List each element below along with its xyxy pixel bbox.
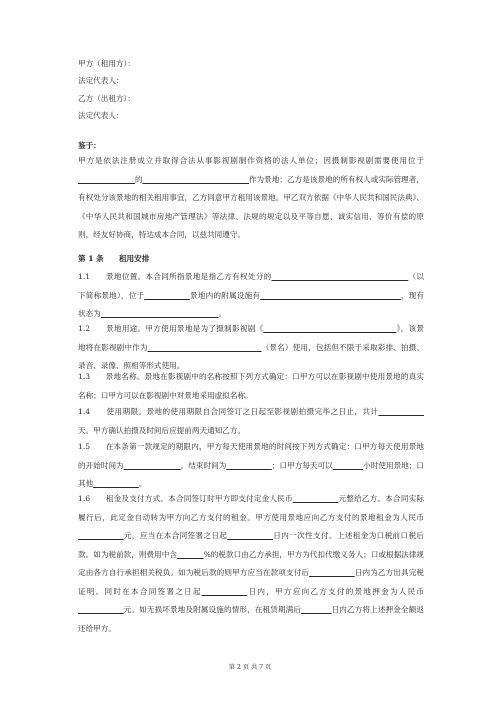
- preamble-heading: 鉴于：: [78, 141, 101, 150]
- clause-1-5: 1.5 在本条第一款规定的期限内，甲方每天使用景地的时间按下列方式确定：口甲方每天使用景地的开始时间为_______________，结束时间为____________；口甲方每天可以________小时使用景地；口其他____________。: [78, 442, 425, 488]
- blank-field: ____________: [201, 586, 248, 596]
- blank-field: ____________: [378, 407, 424, 416]
- preamble-paragraph: 甲方是依法注册成立并取得合法从事影视剧制作资格的法人单位；因摄制影视剧需要使用位于_______________的____________________________作为景地；乙方是该景地的所有权人或实际管理者，有权处分该景地的相关租用事宜，乙方同意甲方租用该景地。甲乙双方依据《中华人民共和国民法典》、《中华人民共和国城市房地产管理法》等法律、法规的规定以及平等自愿、诚实信用、等价有偿的原则，经友好协商，特达成本合同，以兹共同遵守。: [78, 156, 425, 239]
- blank-field: _______: [177, 549, 204, 559]
- clause-1-4: 1.4 使用期限。景地的使用期限自合同签订之日起至影视剧拍摄完毕之日止，共计____________天。甲方确认拍摄及时间后应提前两天通知乙方。: [78, 407, 424, 435]
- blank-field: ______________________________: [147, 342, 262, 352]
- blank-field: ____________________________: [142, 174, 249, 184]
- article-1-heading: 第 1 条 租用安排: [78, 254, 150, 263]
- page-number: 第 2 页 共 7 页: [228, 664, 272, 671]
- blank-field: ____________: [226, 460, 272, 470]
- clause-1-1: 1.1 景地位置。本合同所指景地是指乙方有权处分的____________________________________（以下简称景地），位于____________景地内的附属设施有_____________________________________，现有状态为_______________________________。: [78, 272, 425, 318]
- clause-1-2: 1.2 景地用途。甲方使用景地是为了摄制影视剧《___________________________________》，该景地将在影视剧中作为______________________________（景名）使用，包括但不限于采取彩排、拍摄、录音、录像、照相等形式使用。: [78, 324, 425, 370]
- blank-field: ____________: [144, 290, 190, 300]
- legal-rep-b-label: 法定代表人：: [78, 111, 124, 120]
- blank-field: _____________________________________: [260, 290, 401, 300]
- party-a-label: 甲方（租用方）：: [78, 59, 135, 68]
- blank-field: ____________: [227, 531, 273, 540]
- clause-1-3: 1.3 景地名称。景地在影视剧中的名称按照下列方式确定：口甲方可以在影视剧中使用景地的真实名称；口甲方可以在影视剧中对景地采用虚拟名称。: [78, 372, 424, 400]
- blank-field: ____________: [78, 605, 124, 614]
- blank-field: ________: [332, 460, 364, 470]
- blank-field: ____________: [78, 531, 124, 540]
- blank-field: ___________________________________: [263, 324, 397, 333]
- blank-field: ____________: [93, 479, 139, 488]
- blank-field: ____________________________________: [271, 272, 409, 281]
- blank-field: ________: [301, 605, 332, 614]
- blank-field: _______________: [78, 174, 135, 184]
- legal-rep-a-label: 法定代表人：: [78, 76, 124, 85]
- blank-field: _______________: [123, 460, 181, 470]
- clause-1-6: 1.6 租金及支付方式。本合同签订时甲方即支付定金人民币____________元整给乙方。本合同实际履行后，此定金自动转为甲方向乙方支付的租金。甲方使用景地应向乙方支付的景地租金为人民币____________元，应当在本合同签署之日起____________日内一次性支付。上述租金为口税前口税后款。如为税前款，则费用中含_______%的税款口由乙方承担，甲方为代扣代缴义务人；口或根据法律规定由各方自行承担相关税负。如为税后款的则甲方应当在款项支付后____________日内为乙方出具完税证明。同时在本合同签署之日起____________日内，甲方应向乙方支付的景地押金为人民币____________元。如无损坏景地及附属设施的情形，在租赁期满后________日内乙方将上述押金全额返还给甲方。: [78, 494, 425, 633]
- blank-field: ____________: [309, 568, 355, 577]
- party-b-label: 乙方（出租方）：: [78, 94, 135, 103]
- blank-field: _______________________________: [100, 309, 219, 318]
- blank-field: ____________: [292, 494, 339, 503]
